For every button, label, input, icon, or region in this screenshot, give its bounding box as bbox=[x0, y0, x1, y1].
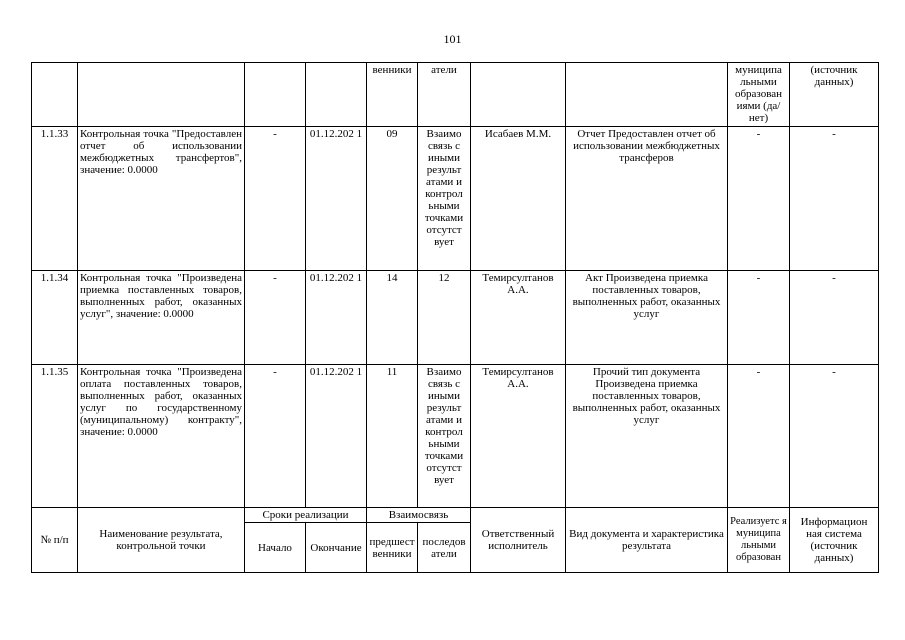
end-header: Окончание bbox=[306, 523, 367, 573]
page-number: 101 bbox=[443, 32, 462, 46]
start-date: - bbox=[245, 127, 306, 271]
successors: Взаимо связь с иными результ атами и контрол ьными точками отсутст вует bbox=[418, 127, 471, 271]
footer-header-row-1 bbox=[32, 508, 879, 523]
name-header: Наименование результата, контрольной точки bbox=[78, 508, 245, 573]
row-number: 1.1.35 bbox=[32, 365, 78, 508]
post-header-cont: атели bbox=[418, 63, 471, 127]
table-row bbox=[32, 365, 879, 508]
document-type: Акт Произведена приемка поставленных товаров, выполненных работ, оказанных услуг bbox=[566, 271, 728, 365]
end-date: 01.12.202 1 bbox=[306, 365, 367, 508]
post-header: последов атели bbox=[418, 523, 471, 573]
start-header: Начало bbox=[245, 523, 306, 573]
end-date: 01.12.202 1 bbox=[306, 127, 367, 271]
document-type: Прочий тип документа Произведена приемка поставленных товаров, выполненных работ, оказанных услуг bbox=[566, 365, 728, 508]
responsible: Темирсултанов А.А. bbox=[471, 365, 566, 508]
row-number: 1.1.34 bbox=[32, 271, 78, 365]
predecessors: 09 bbox=[367, 127, 418, 271]
predecessors: 11 bbox=[367, 365, 418, 508]
realized-flag: - bbox=[728, 127, 790, 271]
realized-header: Реализуетс я муниципа льными образован bbox=[728, 508, 790, 573]
pred-header-cont: венники bbox=[367, 63, 418, 127]
predecessors: 14 bbox=[367, 271, 418, 365]
start-date: - bbox=[245, 365, 306, 508]
info-header: Информацион ная система (источник данных) bbox=[790, 508, 879, 573]
result-name: Контрольная точка "Произведена оплата поставленных товаров, выполненных работ, оказанных услуг по государственному (муниципальному) контракту", значение: 0.0000 bbox=[78, 365, 245, 508]
responsible-header: Ответственный исполнитель bbox=[471, 508, 566, 573]
info-header-cont: (источник данных) bbox=[790, 63, 879, 127]
realized-header-cont: муниципа льными образован иями (да/нет) bbox=[728, 63, 790, 127]
row-number: 1.1.33 bbox=[32, 127, 78, 271]
end-date: 01.12.202 1 bbox=[306, 271, 367, 365]
table-row bbox=[32, 127, 879, 271]
realized-flag: - bbox=[728, 271, 790, 365]
responsible: Темирсултанов А.А. bbox=[471, 271, 566, 365]
info-system: - bbox=[790, 271, 879, 365]
result-name: Контрольная точка "Предоставлен отчет об использовании межбюджетных трансфертов", значение: 0.0000 bbox=[78, 127, 245, 271]
successors: 12 bbox=[418, 271, 471, 365]
num-header: № п/п bbox=[32, 508, 78, 573]
pred-header: предшест венники bbox=[367, 523, 418, 573]
info-system: - bbox=[790, 365, 879, 508]
relation-header: Взаимосвязь bbox=[367, 508, 471, 523]
continued-header-row bbox=[32, 63, 879, 127]
info-system: - bbox=[790, 127, 879, 271]
realized-flag: - bbox=[728, 365, 790, 508]
table-row bbox=[32, 271, 879, 365]
document-header: Вид документа и характеристика результата bbox=[566, 508, 728, 573]
start-date: - bbox=[245, 271, 306, 365]
terms-header: Сроки реализации bbox=[245, 508, 367, 523]
responsible: Исабаев М.М. bbox=[471, 127, 566, 271]
document-type: Отчет Предоставлен отчет об использовании межбюджетных трансферов bbox=[566, 127, 728, 271]
control-points-table bbox=[31, 62, 879, 573]
result-name: Контрольная точка "Произведена приемка поставленных товаров, выполненных работ, оказанных услуг", значение: 0.0000 bbox=[78, 271, 245, 365]
successors: Взаимо связь с иными результ атами и контрол ьными точками отсутст вует bbox=[418, 365, 471, 508]
